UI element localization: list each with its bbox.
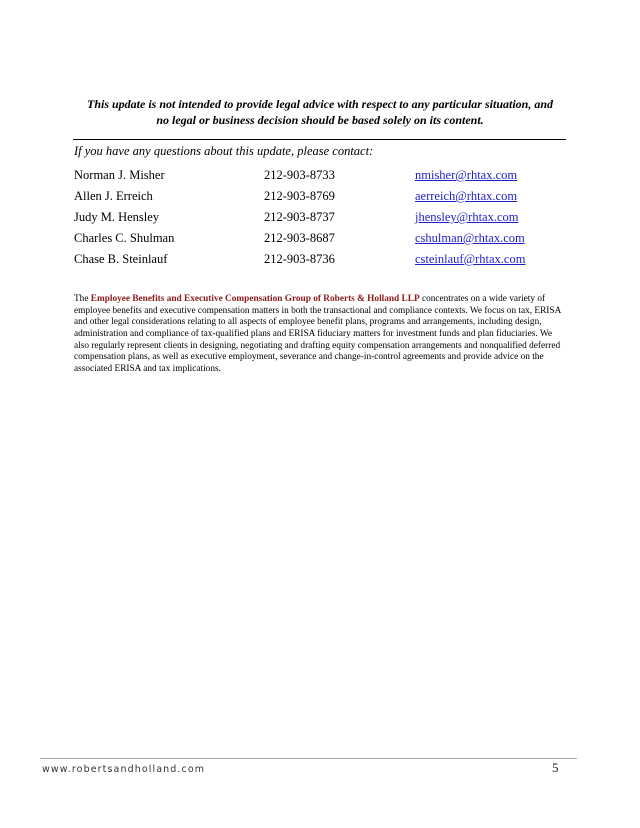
page-number: 5 (552, 760, 559, 775)
about-body: concentrates on a wide variety of employee benefits and executive compensation matters in both the transactional and compliance contexts. We focus on tax, ERISA and other legal considerations relating to all aspects of employee benefit plans, programs and arrangements, including design, administration and compliance of tax-qualified plans and ERISA fiduciary matters for investment funds and plan fiduciaries. We also regularly represent clients in designing, negotiating and drafting equity compensation arrangements and nonqualified deferred compensation plans, as well as executive employment, severance and change-in-control agreements and provide advice on the associated ERISA and tax implications. (74, 294, 561, 374)
contact-phone: 212-903-8769 (264, 189, 335, 203)
contact-phone: 212-903-8687 (264, 231, 335, 245)
contact-row (74, 228, 574, 249)
disclaimer (60, 96, 580, 128)
disclaimer-line-1: This update is not intended to provide legal advice with respect to any particular situation, and (86, 97, 554, 111)
about-prefix: The (74, 294, 91, 305)
contact-name: Norman J. Misher (74, 168, 165, 182)
footer-divider (40, 758, 577, 759)
contact-email-link[interactable]: jhensley@rhtax.com (415, 210, 519, 224)
contact-row (74, 249, 574, 270)
contact-email-link[interactable]: cshulman@rhtax.com (415, 231, 525, 245)
contact-phone: 212-903-8737 (264, 210, 335, 224)
footer-website: www.robertsandholland.com (42, 764, 206, 775)
group-name: Employee Benefits and Executive Compensation Group of Roberts & Holland LLP (90, 294, 420, 305)
contact-email-link[interactable]: csteinlauf@rhtax.com (415, 252, 526, 266)
contact-email-link[interactable]: aerreich@rhtax.com (415, 189, 518, 203)
about-paragraph (74, 294, 568, 375)
contact-name: Chase B. Steinlauf (74, 252, 168, 266)
contact-phone: 212-903-8733 (264, 168, 335, 182)
contact-name: Charles C. Shulman (74, 231, 175, 245)
contact-email-link[interactable]: nmisher@rhtax.com (415, 168, 518, 182)
contact-row (74, 186, 574, 207)
contact-phone: 212-903-8736 (264, 252, 335, 266)
disclaimer-line-2: no legal or business decision should be based solely on its content. (156, 113, 484, 127)
contact-name: Judy M. Hensley (74, 210, 160, 224)
contact-name: Allen J. Erreich (74, 189, 153, 203)
contact-list (74, 165, 574, 270)
contact-divider (73, 139, 566, 140)
contact-row (74, 207, 574, 228)
contact-row (74, 165, 574, 186)
contact-intro: If you have any questions about this update, please contact: (74, 144, 374, 158)
